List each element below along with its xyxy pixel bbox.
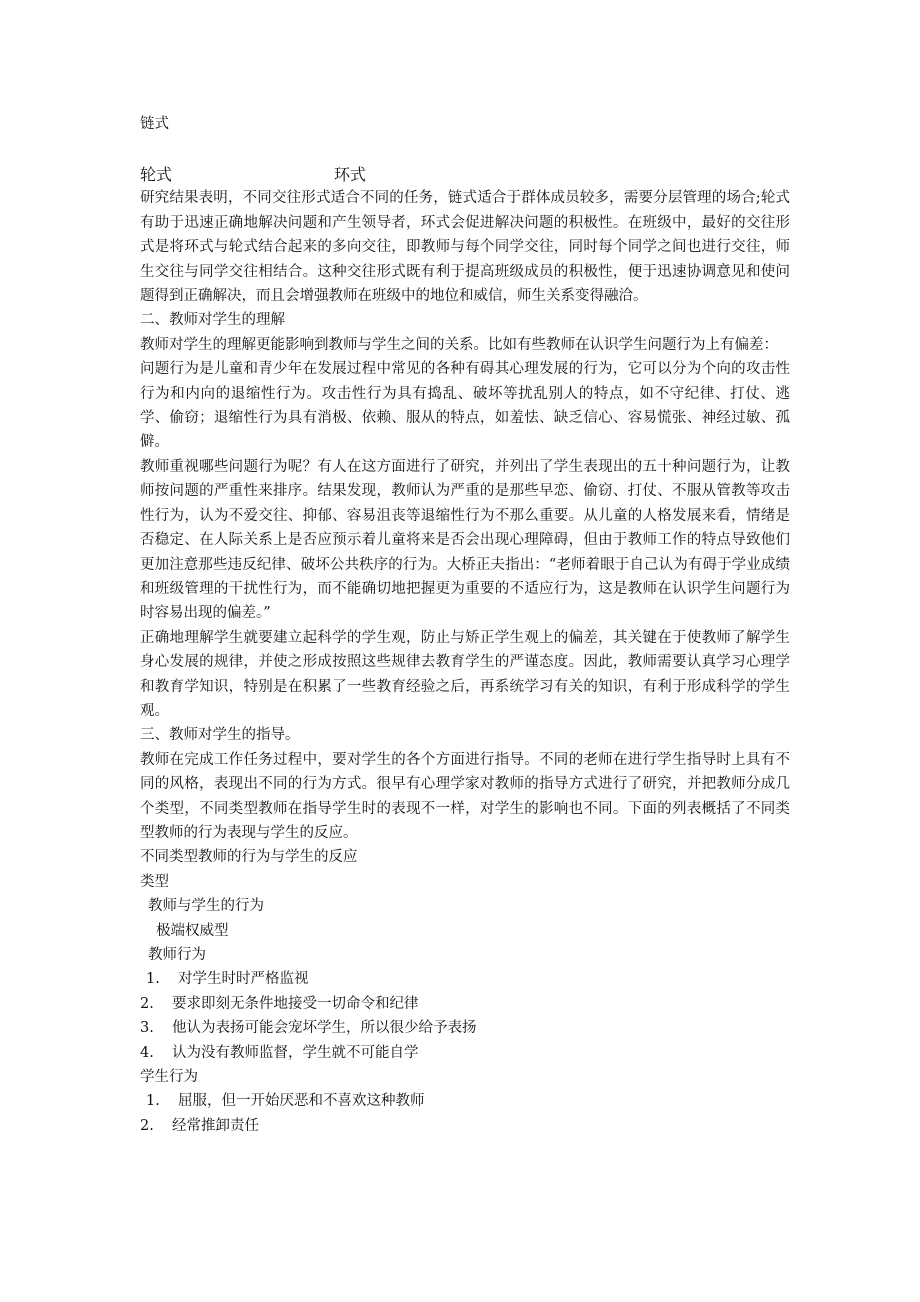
list-item — [140, 992, 790, 1016]
list-item-number: 1. — [146, 1093, 160, 1110]
paragraph-understanding-intro: 教师对学生的理解更能影响到教师与学生之间的关系。比如有些教师在认识学生问题行为上有偏差： — [140, 336, 778, 353]
shape-label-row — [140, 162, 790, 186]
list-item — [140, 1041, 790, 1065]
table-title: 不同类型教师的行为与学生的反应 — [140, 849, 358, 866]
paragraph-guidance: 教师在完成工作任务过程中，要对学生的各个方面进行指导。不同的老师在进行学生指导时上具有不同的风格，表现出不同的行为方式。很早有心理学家对教师的指导方式进行了研究，并把教师分成几个类型，不同类型教师在指导学生时的表现不一样，对学生的影响也不同。下面的列表概括了不同类型教师的行为表现与学生的反应。 — [140, 751, 790, 841]
paragraph-teacher-attention: 教师重视哪些问题行为呢？有人在这方面进行了研究，并列出了学生表现出的五十种问题行为，让教师按问题的严重性来排序。结果发现，教师认为严重的是那些早恋、偷窃、打仗、不服从管教等攻击性行为，认为不爱交往、抑郁、容易沮丧等退缩性行为不那么重要。从儿童的人格发展来看，情绪是否稳定、在人际关系上是否应预示着儿童将来是否会出现心理障碍，但由于教师工作的特点导致他们更加注意那些违反纪律、破坏公共秩序的行为。大桥正夫指出：“老师着眼于自己认为有碍于学业成绩和班级管理的干扰性行为，而不能确切地把握更为重要的不适应行为，这是教师在认识学生问题行为时容易出现的偏差。” — [140, 458, 790, 622]
document-body — [140, 112, 790, 1138]
list-item — [140, 967, 790, 991]
list-item-number: 1. — [146, 971, 160, 988]
teacher-behavior-header: 教师行为 — [148, 947, 206, 963]
paragraph-research-result: 研究结果表明，不同交往形式适合不同的任务，链式适合于群体成员较多，需要分层管理的场合;轮式有助于迅速正确地解决问题和产生领导者，环式会促进解决问题的积极性。在班级中，最好的交往形式是将环式与轮式结合起来的多向交往，即教师与每个同学交往，同时每个同学之间也进行交往，师生交往与同学交往相结合。这种交往形式既有利于提高班级成员的积极性，便于迅速协调意见和使问题得到正确解决，而且会增强教师在班级中的地位和威信，师生关系变得融洽。 — [140, 190, 790, 305]
section-heading-guidance: 三、教师对学生的指导。 — [140, 727, 300, 744]
list-item-text: 他认为表扬可能会宠坏学生，所以很少给予表扬 — [172, 1020, 477, 1037]
teacher-behavior-list — [140, 967, 790, 1065]
list-item — [140, 1114, 790, 1138]
table-behavior-header: 教师与学生的行为 — [148, 898, 264, 915]
paragraph-student-view: 正确地理解学生就要建立起科学的学生观，防止与矫正学生观上的偏差，其关键在于使教师了解学生身心发展的规律，并使之形成按照这些规律去教育学生的严谨态度。因此，教师需要认真学习心理学和教育学知识，特别是在积累了一些教育经验之后，再系统学习有关的知识，有利于形成科学的学生观。 — [140, 629, 790, 719]
table-type-header: 类型 — [140, 873, 169, 890]
shape-label-wheel: 轮式 — [140, 165, 173, 185]
list-item-text: 要求即刻无条件地接受一切命令和纪律 — [172, 995, 419, 1012]
list-item — [140, 1016, 790, 1040]
shape-label-ring: 环式 — [334, 165, 367, 185]
list-item-number: 4. — [140, 1044, 154, 1061]
table-type-name: 极端权威型 — [156, 922, 229, 939]
section-heading-understanding: 二、教师对学生的理解 — [140, 312, 285, 329]
student-behavior-list — [140, 1089, 790, 1138]
list-item-number: 2. — [140, 995, 154, 1012]
list-item-text: 认为没有教师监督，学生就不可能自学 — [172, 1044, 419, 1061]
student-behavior-header: 学生行为 — [140, 1069, 198, 1086]
list-item-number: 2. — [140, 1117, 154, 1134]
list-item-number: 3. — [140, 1020, 154, 1037]
list-item-text: 经常推卸责任 — [172, 1117, 259, 1134]
list-item-text: 对学生时时严格监视 — [178, 971, 309, 988]
shape-label-chain: 链式 — [140, 116, 169, 132]
list-item — [140, 1089, 790, 1113]
list-item-text: 屈服，但一开始厌恶和不喜欢这种教师 — [178, 1093, 425, 1110]
paragraph-problem-behavior: 问题行为是儿童和青少年在发展过程中常见的各种有碍其心理发展的行为，它可以分为个向的攻击性行为和内向的退缩性行为。攻击性行为具有捣乱、破坏等扰乱别人的特点，如不守纪律、打仗、逃学、偷窃；退缩性行为具有消极、依赖、服从的特点，如羞怯、缺乏信心、容易慌张、神经过敏、孤僻。 — [140, 361, 790, 451]
